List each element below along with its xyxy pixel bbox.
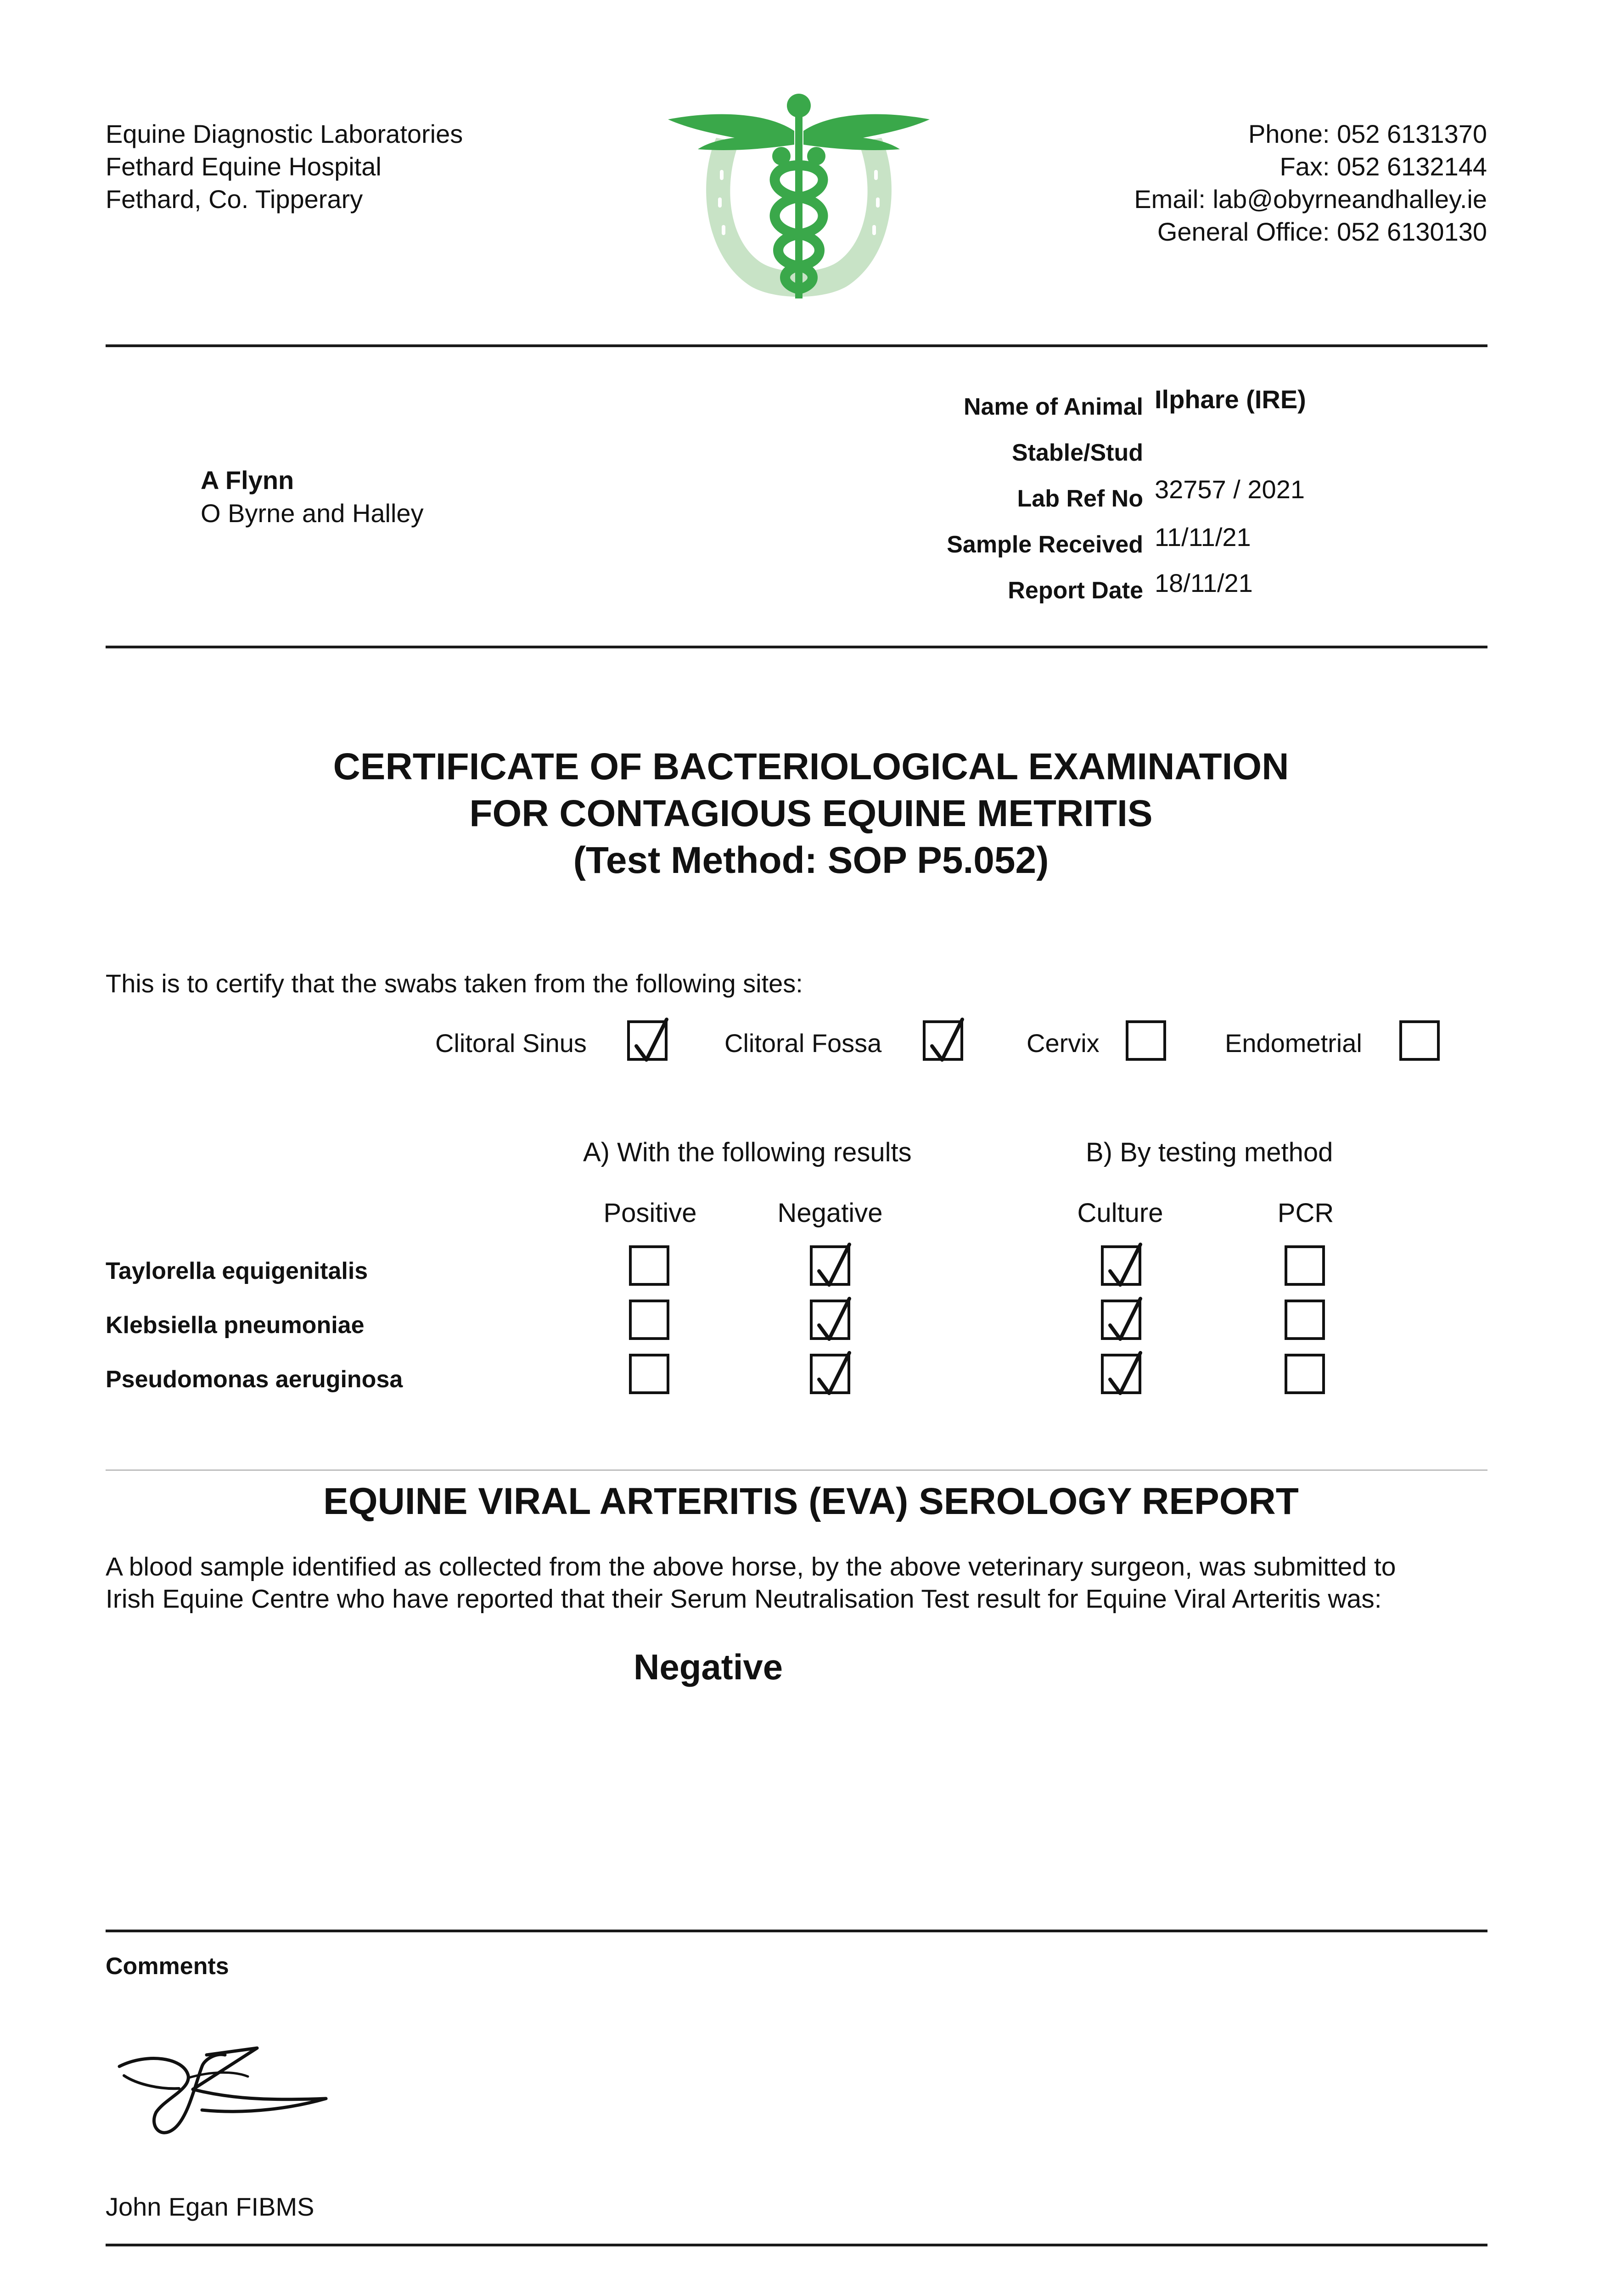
site-checkbox-clitoral-sinus[interactable] — [627, 1020, 668, 1061]
checkmark-icon — [811, 1297, 855, 1347]
checkmark-icon — [1102, 1243, 1146, 1293]
checkbox-culture[interactable] — [1101, 1300, 1141, 1340]
column-pcr: PCR — [1277, 1198, 1334, 1228]
lab-hospital: Fethard Equine Hospital — [106, 152, 382, 181]
recipient-practice: O Byrne and Halley — [201, 499, 424, 528]
site-label-clitoral-sinus: Clitoral Sinus — [435, 1029, 587, 1058]
report-date-label: Report Date — [1008, 577, 1143, 604]
header-divider — [106, 344, 1487, 347]
lab-email: Email: lab@obyrneandhalley.ie — [1134, 185, 1487, 214]
report-date-value: 18/11/21 — [1155, 568, 1253, 597]
column-positive: Positive — [603, 1198, 697, 1228]
stable-label: Stable/Stud — [1011, 439, 1143, 466]
eva-text-line2: Irish Equine Centre who have reported that their Serum Neutralisation Test result for Equine Viral Arteritis was: — [106, 1584, 1382, 1614]
organism-name: Klebsiella pneumoniae — [106, 1312, 365, 1339]
results-heading: A) With the following results — [583, 1137, 912, 1167]
certify-intro: This is to certify that the swabs taken from the following sites: — [106, 969, 803, 998]
comments-divider — [106, 1930, 1487, 1932]
checkbox-negative[interactable] — [810, 1354, 850, 1394]
sample-received-label: Sample Received — [947, 531, 1143, 558]
checkbox-culture[interactable] — [1101, 1354, 1141, 1394]
checkbox-positive[interactable] — [629, 1245, 669, 1286]
checkmark-icon — [924, 1018, 968, 1068]
checkbox-negative[interactable] — [810, 1300, 850, 1340]
checkbox-pcr[interactable] — [1285, 1354, 1325, 1394]
checkmark-icon — [1102, 1351, 1146, 1401]
checkmark-icon — [628, 1018, 672, 1068]
signatory-name: John Egan FIBMS — [106, 2192, 314, 2221]
eva-text-line1: A blood sample identified as collected from the above horse, by the above veterinary surgeon, was submitted to — [106, 1552, 1396, 1581]
site-label-cervix: Cervix — [1027, 1029, 1100, 1058]
organism-name: Taylorella equigenitalis — [106, 1258, 368, 1284]
eva-title: EQUINE VIRAL ARTERITIS (EVA) SEROLOGY REPORT — [323, 1480, 1299, 1522]
lab-general-office: General Office: 052 6130130 — [1157, 217, 1487, 246]
checkmark-icon — [811, 1351, 855, 1401]
caduceus-horseshoe-icon — [661, 87, 937, 317]
certificate-title-line1: CERTIFICATE OF BACTERIOLOGICAL EXAMINATION — [333, 746, 1289, 788]
eva-divider — [106, 1469, 1487, 1471]
details-divider — [106, 646, 1487, 648]
column-culture: Culture — [1077, 1198, 1163, 1228]
checkbox-positive[interactable] — [629, 1300, 669, 1340]
checkbox-pcr[interactable] — [1285, 1245, 1325, 1286]
organism-name: Pseudomonas aeruginosa — [106, 1366, 403, 1393]
lab-ref-value: 32757 / 2021 — [1155, 475, 1305, 504]
site-checkbox-cervix[interactable] — [1126, 1020, 1166, 1061]
site-label-clitoral-fossa: Clitoral Fossa — [724, 1029, 882, 1058]
checkmark-icon — [811, 1243, 855, 1293]
certificate-title-line3: (Test Method: SOP P5.052) — [573, 839, 1049, 881]
handwritten-signature-icon — [110, 2034, 349, 2154]
certificate-title-line2: FOR CONTAGIOUS EQUINE METRITIS — [469, 793, 1153, 834]
footer-divider — [106, 2244, 1487, 2246]
animal-name-value: Ilphare (IRE) — [1155, 385, 1306, 414]
lab-phone: Phone: 052 6131370 — [1248, 119, 1487, 148]
lab-name: Equine Diagnostic Laboratories — [106, 119, 463, 148]
site-label-endometrial: Endometrial — [1225, 1029, 1362, 1058]
checkbox-culture[interactable] — [1101, 1245, 1141, 1286]
method-heading: B) By testing method — [1086, 1137, 1333, 1167]
recipient-name: A Flynn — [201, 466, 294, 495]
checkbox-pcr[interactable] — [1285, 1300, 1325, 1340]
signature-image — [110, 2034, 349, 2154]
lab-ref-label: Lab Ref No — [1017, 485, 1143, 512]
column-negative: Negative — [777, 1198, 883, 1228]
lab-fax: Fax: 052 6132144 — [1280, 152, 1487, 181]
sample-received-value: 11/11/21 — [1155, 523, 1251, 551]
eva-result: Negative — [634, 1647, 783, 1687]
checkbox-negative[interactable] — [810, 1245, 850, 1286]
comments-label: Comments — [106, 1953, 229, 1980]
site-checkbox-endometrial[interactable] — [1399, 1020, 1440, 1061]
site-checkbox-clitoral-fossa[interactable] — [923, 1020, 963, 1061]
animal-name-label: Name of Animal — [963, 394, 1143, 420]
checkbox-positive[interactable] — [629, 1354, 669, 1394]
caduceus-logo — [661, 87, 937, 317]
lab-location: Fethard, Co. Tipperary — [106, 185, 363, 214]
checkmark-icon — [1102, 1297, 1146, 1347]
